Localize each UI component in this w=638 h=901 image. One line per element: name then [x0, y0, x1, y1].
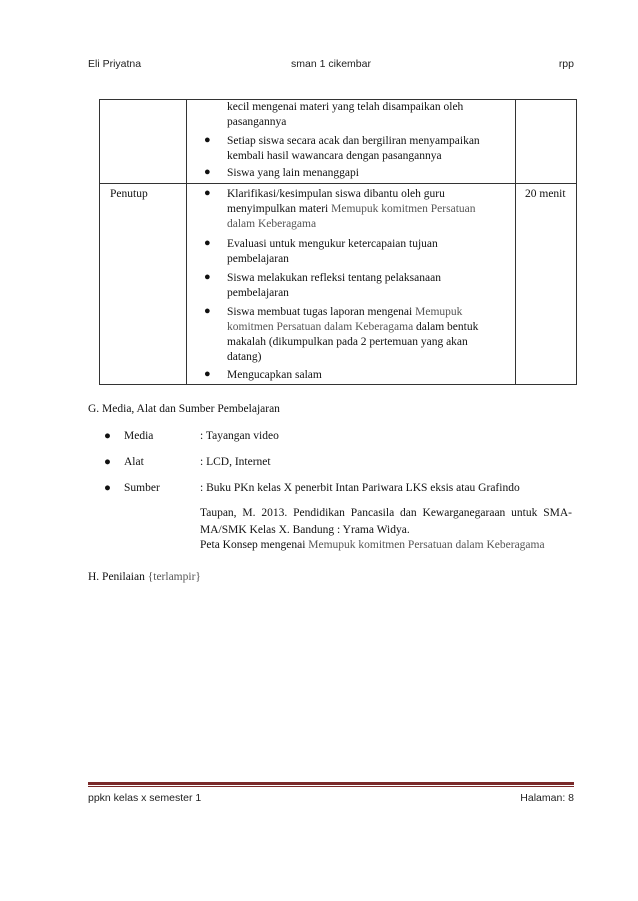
list-item-text: Setiap siswa secara acak dan bergiliran menyampaikan [227, 135, 480, 147]
table-row-divider [100, 183, 576, 184]
media-item-value: : Tayangan video [200, 430, 279, 442]
bullet-icon: ● [204, 305, 211, 317]
media-item-value: : Buku PKn kelas X penerbit Intan Pariwara LKS eksis atau Grafindo [200, 482, 520, 494]
reference-text: Peta Konsep mengenai Memupuk komitmen Persatuan dalam Keberagama [200, 539, 545, 551]
list-item [204, 187, 512, 233]
list-item [204, 134, 512, 164]
bullet-icon: ● [204, 271, 211, 283]
bullet-icon: ● [104, 456, 111, 468]
list-item-text: pembelajaran [227, 287, 289, 299]
lesson-activity-table [99, 99, 577, 385]
bullet-icon: ● [204, 166, 211, 178]
list-item-text: Siswa yang lain menanggapi [227, 167, 359, 179]
list-item-text: datang) [227, 351, 262, 363]
activity-duration: 20 menit [525, 188, 566, 200]
list-item [204, 368, 512, 383]
continued-text [227, 100, 512, 130]
table-column-divider [515, 100, 516, 384]
bullet-icon: ● [204, 237, 211, 249]
list-item [204, 271, 512, 301]
bullet-icon: ● [204, 187, 211, 199]
list-item-text: Mengucapkan salam [227, 369, 322, 381]
header-school: sman 1 cikembar [291, 58, 371, 70]
bullet-icon: ● [204, 368, 211, 380]
media-item-label: Media [124, 430, 154, 442]
list-item-text: Siswa membuat tugas laporan mengenai Memupuk [227, 306, 463, 318]
page-header [88, 58, 574, 74]
reference-text: Taupan, M. 2013. Pendidikan Pancasila dan Kewarganegaraan untuk SMA-MA/SMK Kelas X. Bandung : Yrama Widya. [200, 507, 572, 536]
activity-stage-label: Penutup [110, 188, 148, 200]
list-item-text: Siswa melakukan refleksi tentang pelaksanaan [227, 272, 441, 284]
list-item-text: pembelajaran [227, 253, 289, 265]
list-item [204, 305, 512, 367]
list-item-text: menyimpulkan materi Memupuk komitmen Persatuan [227, 203, 476, 215]
list-item-text: komitmen Persatuan dalam Keberagama dalam bentuk [227, 321, 479, 333]
media-item-label: Sumber [124, 482, 160, 494]
media-item [104, 430, 584, 446]
footer-course: ppkn kelas x semester 1 [88, 792, 202, 804]
list-item-text: Klarifikasi/kesimpulan siswa dibantu oleh guru [227, 188, 445, 200]
media-item-value: : LCD, Internet [200, 456, 271, 468]
section-heading-assessment: H. Penilaian {terlampir} [88, 571, 201, 583]
list-item-text: dalam Keberagama [227, 218, 317, 230]
section-heading-media: G. Media, Alat dan Sumber Pembelajaran [88, 403, 280, 415]
page-footer [88, 792, 574, 808]
list-item [204, 166, 512, 181]
header-doc-type: rpp [558, 58, 574, 70]
footer-rule [88, 782, 574, 785]
bullet-icon: ● [104, 430, 111, 442]
media-item-label: Alat [124, 456, 144, 468]
media-item [104, 482, 584, 498]
list-item-text: Evaluasi untuk mengukur ketercapaian tujuan [227, 238, 438, 250]
list-item [204, 237, 512, 267]
bullet-icon: ● [204, 134, 211, 146]
list-item-text: kembali hasil wawancara dengan pasangannya [227, 150, 442, 162]
footer-rule [88, 786, 574, 787]
table-column-divider [186, 100, 187, 384]
header-author: Eli Priyatna [88, 58, 142, 70]
bullet-icon: ● [104, 482, 111, 494]
list-item-text: makalah (dikumpulkan pada 2 pertemuan yang akan [227, 336, 468, 348]
media-item [104, 456, 584, 472]
page-number: Halaman: 8 [520, 792, 574, 804]
continued-line: pasangannya [227, 116, 287, 128]
continued-line: kecil mengenai materi yang telah disampaikan oleh [227, 101, 464, 113]
